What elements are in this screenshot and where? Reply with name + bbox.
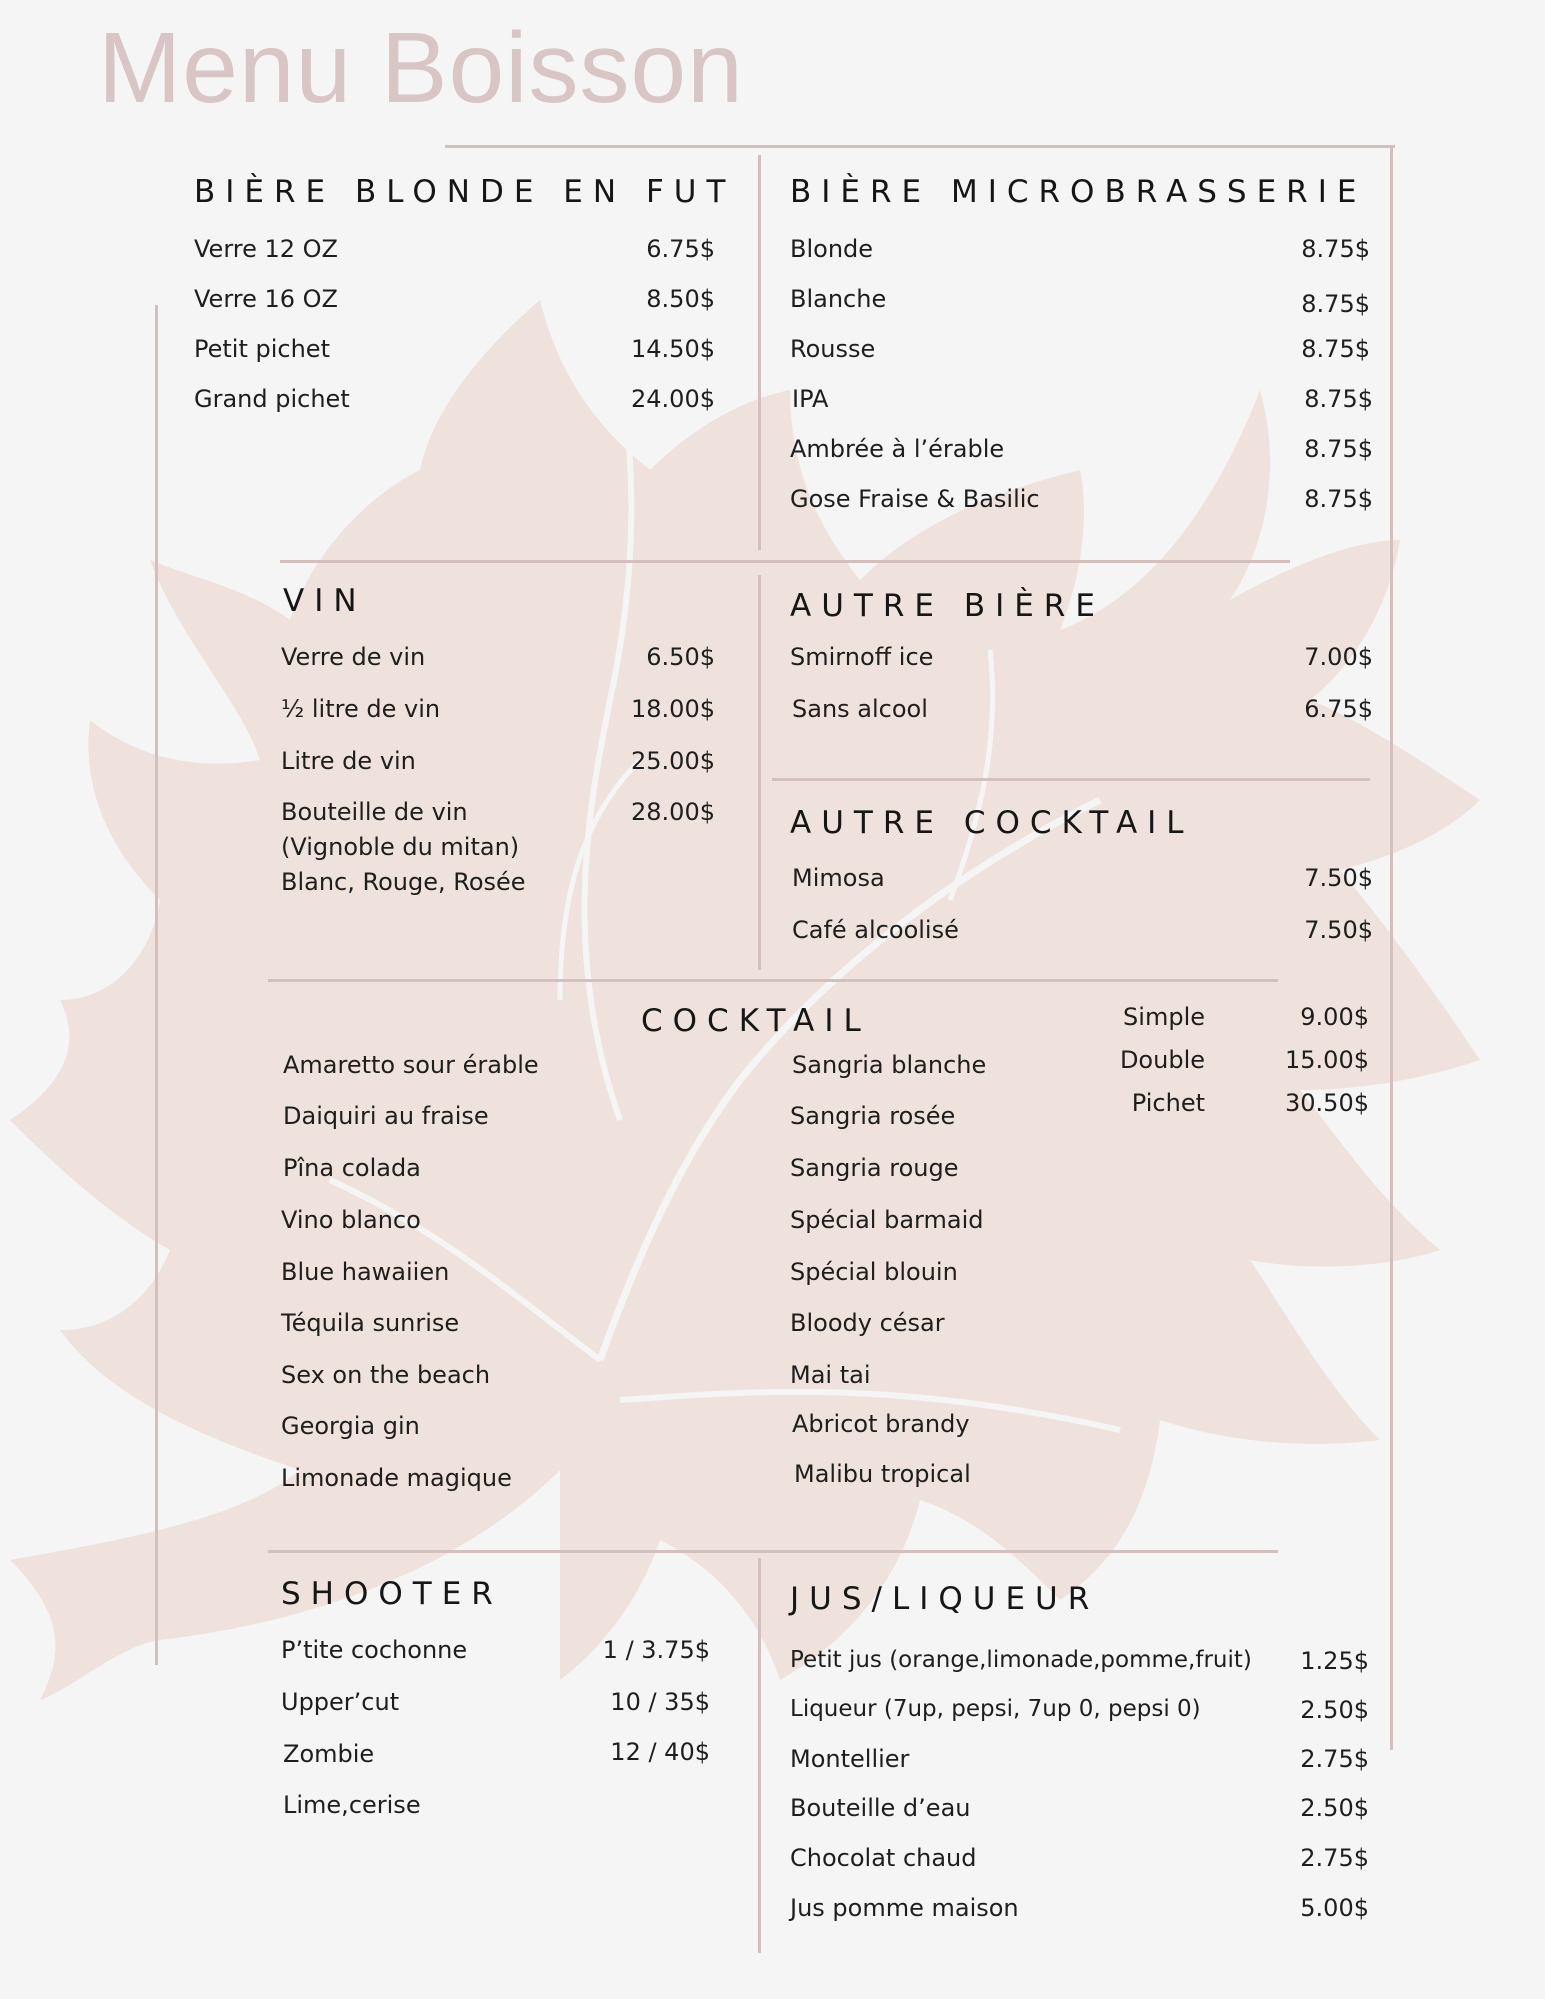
heading-vin: VIN (283, 583, 367, 619)
autre-cocktail-item-price: 7.50$ (1304, 916, 1373, 944)
biere-blonde-item-price: 24.00$ (631, 385, 715, 413)
cocktail-item: Mai tai (790, 1361, 871, 1389)
autre-cocktail-item-name: Café alcoolisé (792, 916, 959, 944)
jus-item-name: Montellier (790, 1745, 910, 1773)
vin-item-price: 25.00$ (631, 747, 715, 775)
cocktail-size-name: Simple (1123, 1003, 1205, 1031)
vin-item-price: 6.50$ (646, 643, 715, 671)
heading-autre-biere: AUTRE BIÈRE (790, 588, 1105, 624)
vin-bottle-note: Blanc, Rouge, Rosée (281, 868, 526, 896)
cocktail-item: Spécial barmaid (790, 1206, 984, 1234)
biere-micro-item-name: Blanche (790, 285, 887, 313)
vin-item-name: Verre de vin (281, 643, 426, 671)
cocktail-item: Blue hawaiien (281, 1258, 450, 1286)
biere-blonde-item-price: 14.50$ (631, 335, 715, 363)
jus-item-price: 2.75$ (1300, 1745, 1369, 1773)
jus-item-price: 5.00$ (1300, 1894, 1369, 1922)
divider-autre-cocktail (772, 778, 1370, 781)
biere-blonde-item-name: Petit pichet (194, 335, 330, 363)
biere-micro-item-name: IPA (792, 385, 829, 413)
cocktail-item: Bloody césar (790, 1309, 945, 1337)
divider-left-frame (155, 305, 158, 1665)
divider-top (445, 145, 1395, 148)
vin-item-name: Litre de vin (281, 747, 416, 775)
autre-cocktail-item-price: 7.50$ (1304, 864, 1373, 892)
biere-micro-item-name: Blonde (790, 235, 874, 263)
biere-micro-item-name: Ambrée à l’érable (790, 435, 1005, 463)
jus-item-name: Petit jus (orange,limonade,pomme,fruit) (790, 1647, 1252, 1673)
divider-vin (280, 560, 1290, 563)
divider-mid-center (758, 575, 761, 970)
cocktail-item: Limonade magique (281, 1464, 512, 1492)
biere-micro-item-name: Rousse (790, 335, 876, 363)
cocktail-size-price: 15.00$ (1285, 1046, 1369, 1074)
heading-shooter: SHOOTER (281, 1576, 503, 1612)
vin-item-price: 18.00$ (631, 695, 715, 723)
divider-shooter (268, 1550, 1278, 1553)
cocktail-item: Vino blanco (281, 1206, 421, 1234)
cocktail-item: Téquila sunrise (281, 1309, 460, 1337)
heading-biere-micro: BIÈRE MICROBRASSERIE (790, 174, 1367, 210)
vin-item-name: ½ litre de vin (281, 695, 441, 723)
biere-blonde-item-price: 8.50$ (646, 285, 715, 313)
shooter-item-price: 1 / 3.75$ (602, 1636, 710, 1664)
biere-micro-item-price: 8.75$ (1301, 290, 1370, 318)
shooter-flavors: Lime,cerise (283, 1791, 421, 1819)
shooter-item-name: Zombie (283, 1740, 375, 1768)
autre-biere-item-price: 6.75$ (1304, 695, 1373, 723)
heading-jus-liqueur: JUS/LIQUEUR (790, 1581, 1100, 1617)
page-title: Menu Boisson (98, 12, 744, 124)
vin-item-name: Bouteille de vin (281, 798, 468, 826)
biere-blonde-item-name: Verre 12 OZ (194, 235, 338, 263)
jus-item-name: Jus pomme maison (790, 1894, 1019, 1922)
cocktail-item: Amaretto sour érable (283, 1051, 539, 1079)
divider-top-center (758, 155, 761, 550)
cocktail-size-name: Double (1119, 1046, 1205, 1074)
autre-cocktail-item-name: Mimosa (792, 864, 885, 892)
shooter-item-name: P’tite cochonne (281, 1636, 468, 1664)
cocktail-item: Sex on the beach (281, 1361, 491, 1389)
vin-item-price: 28.00$ (631, 798, 715, 826)
cocktail-size-name: Pichet (1131, 1089, 1205, 1117)
cocktail-size-price: 9.00$ (1300, 1003, 1369, 1031)
cocktail-item: Malibu tropical (794, 1460, 971, 1488)
shooter-item-name: Upper’cut (281, 1688, 400, 1716)
heading-biere-blonde: BIÈRE BLONDE EN FUT (194, 174, 736, 210)
biere-micro-item-price: 8.75$ (1304, 385, 1373, 413)
heading-autre-cocktail: AUTRE COCKTAIL (790, 805, 1194, 841)
cocktail-item: Spécial blouin (790, 1258, 958, 1286)
heading-cocktail: COCKTAIL (641, 1003, 871, 1039)
biere-micro-item-price: 8.75$ (1301, 235, 1370, 263)
autre-biere-item-price: 7.00$ (1304, 643, 1373, 671)
biere-blonde-item-name: Verre 16 OZ (194, 285, 338, 313)
divider-bottom-center (758, 1558, 761, 1953)
jus-item-price: 2.50$ (1300, 1794, 1369, 1822)
cocktail-item: Sangria blanche (792, 1051, 987, 1079)
cocktail-item: Sangria rosée (790, 1102, 956, 1130)
jus-item-name: Chocolat chaud (790, 1844, 977, 1872)
biere-micro-item-price: 8.75$ (1304, 485, 1373, 513)
biere-micro-item-name: Gose Fraise & Basilic (790, 485, 1040, 513)
divider-right-frame (1390, 145, 1393, 1750)
autre-biere-item-name: Sans alcool (792, 695, 928, 723)
cocktail-item: Georgia gin (281, 1412, 420, 1440)
cocktail-item: Daiquiri au fraise (283, 1102, 489, 1130)
biere-blonde-item-price: 6.75$ (646, 235, 715, 263)
jus-item-price: 1.25$ (1300, 1647, 1369, 1675)
cocktail-item: Sangria rouge (790, 1154, 959, 1182)
biere-micro-item-price: 8.75$ (1304, 435, 1373, 463)
jus-item-price: 2.75$ (1300, 1844, 1369, 1872)
jus-item-name: Liqueur (7up, pepsi, 7up 0, pepsi 0) (790, 1696, 1201, 1722)
biere-micro-item-price: 8.75$ (1301, 335, 1370, 363)
jus-item-name: Bouteille d’eau (790, 1794, 971, 1822)
shooter-item-price: 10 / 35$ (610, 1688, 710, 1716)
cocktail-item: Pîna colada (283, 1154, 421, 1182)
biere-blonde-item-name: Grand pichet (194, 385, 350, 413)
cocktail-item: Abricot brandy (792, 1410, 970, 1438)
cocktail-size-price: 30.50$ (1285, 1089, 1369, 1117)
autre-biere-item-name: Smirnoff ice (790, 643, 934, 671)
shooter-item-price: 12 / 40$ (610, 1738, 710, 1766)
vin-bottle-note: (Vignoble du mitan) (281, 833, 520, 861)
divider-cocktail (268, 979, 1278, 982)
jus-item-price: 2.50$ (1300, 1696, 1369, 1724)
